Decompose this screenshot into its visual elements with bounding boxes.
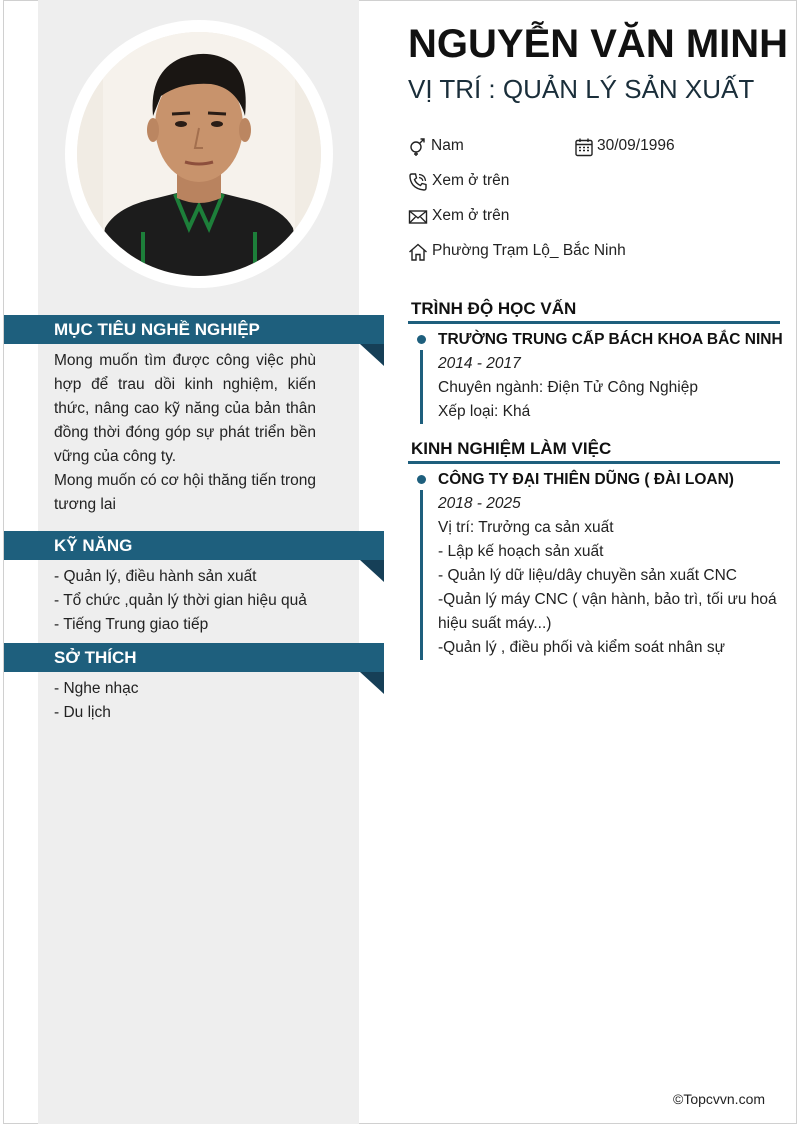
experience-line: hiệu suất máy...): [438, 615, 552, 632]
hobby-item: - Nghe nhạc: [54, 680, 139, 697]
hobbies-title: SỞ THÍCH: [54, 648, 137, 667]
skills-title: KỸ NĂNG: [54, 536, 133, 555]
experience-underline: [408, 461, 780, 464]
hobbies-header: [4, 643, 384, 672]
objective-paragraph-2: Mong muốn có cơ hội thăng tiến trong tương lai: [54, 472, 316, 513]
email-icon: [408, 207, 428, 227]
experience-line: -Quản lý , điều phối và kiểm soát nhân sự: [438, 639, 725, 656]
experience-period: 2018 - 2025: [438, 495, 521, 512]
timeline-line: [420, 350, 423, 424]
timeline-dot: [417, 335, 426, 344]
objective-header: [4, 315, 384, 344]
company-name: CÔNG TY ĐẠI THIÊN DŨNG ( ĐÀI LOAN): [438, 471, 734, 488]
dob-value: 30/09/1996: [597, 137, 675, 154]
objective-title: MỤC TIÊU NGHỀ NGHIỆP: [54, 320, 260, 339]
skill-item: - Quản lý, điều hành sản xuất: [54, 568, 257, 585]
experience-line: - Quản lý dữ liệu/dây chuyền sản xuất CNC: [438, 567, 737, 584]
experience-line: -Quản lý máy CNC ( vận hành, bảo trì, tối ưu hoá: [438, 591, 777, 608]
objective-paragraph-1: Mong muốn tìm được công việc phù hợp để trau dồi kinh nghiệm, kiến thức, nâng cao kỹ năng của bản thân đồng thời đóng góp sự phát triển bền vững của công ty.: [54, 352, 316, 465]
address-value: Phường Trạm Lộ_ Bắc Ninh: [432, 242, 626, 259]
gender-value: Nam: [431, 137, 464, 154]
phone-icon: [408, 172, 428, 192]
candidate-name: NGUYỄN VĂN MINH: [408, 22, 789, 66]
avatar-frame: [65, 20, 333, 288]
experience-title: KINH NGHIỆM LÀM VIỆC: [411, 439, 612, 458]
footer-credit: ©Topcvvn.com: [673, 1091, 766, 1107]
email-value: Xem ở trên: [432, 207, 510, 224]
skill-item: - Tổ chức ,quản lý thời gian hiệu quả: [54, 592, 307, 609]
education-underline: [408, 321, 780, 324]
objective-header-fold: [360, 344, 384, 366]
gender-icon: [408, 137, 428, 157]
skills-header-fold: [360, 560, 384, 582]
education-period: 2014 - 2017: [438, 355, 521, 372]
phone-value: Xem ở trên: [432, 172, 510, 189]
experience-line: - Lập kế hoạch sản xuất: [438, 543, 604, 560]
education-title: TRÌNH ĐỘ HỌC VẤN: [411, 299, 577, 318]
hobby-item: - Du lịch: [54, 704, 111, 721]
timeline-line: [420, 490, 423, 660]
avatar: [77, 32, 321, 276]
skill-item: - Tiếng Trung giao tiếp: [54, 616, 209, 633]
timeline-dot: [417, 475, 426, 484]
school-name: TRƯỜNG TRUNG CẤP BÁCH KHOA BẮC NINH: [438, 331, 783, 348]
education-major: Chuyên ngành: Điện Tử Công Nghiệp: [438, 379, 698, 396]
hobbies-header-fold: [360, 672, 384, 694]
calendar-icon: [574, 137, 594, 157]
home-icon: [408, 242, 428, 262]
education-rank: Xếp loại: Khá: [438, 403, 531, 420]
skills-header: [4, 531, 384, 560]
candidate-position: VỊ TRÍ : QUẢN LÝ SẢN XUẤT: [408, 74, 755, 104]
experience-line: Vị trí: Trưởng ca sản xuất: [438, 519, 614, 536]
